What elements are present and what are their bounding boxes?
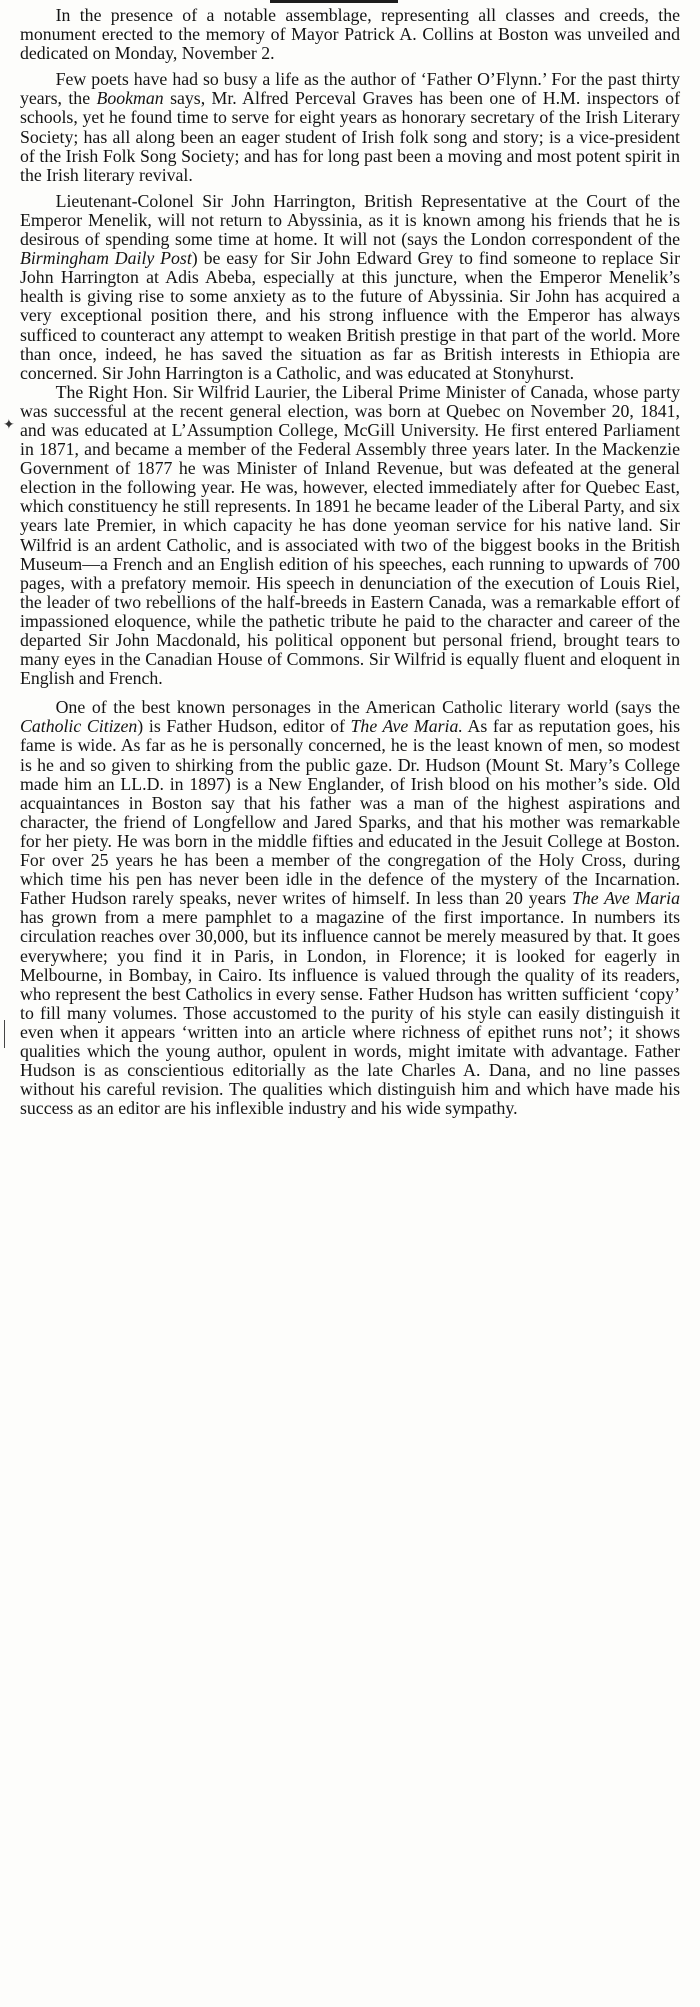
paragraph-text: Few poets have had so busy a life as the author of ‘Father O’Flynn.’ For the past thirty years, the — [20, 69, 680, 109]
margin-line — [4, 1020, 5, 1048]
paragraph-text: has grown from a mere pamphlet to a magazine of the first importance. In numbers its circulation reaches over 30,000, but its influence cannot be merely measured by that. It goes everywhere; you find it in Paris, in London, in Florence; it is looked for eagerly in Melbourne, in Bombay, in Cairo. Its influence is valued through the quality of its readers, who represent the best Catholics in every sense. Father Hudson has written sufficient ‘copy’ to fill many volumes. Those accustomed to the purity of his style can easily distinguish it even when it appears ‘written into an article where richness of epithet runs not’; it shows qualities which the young author, opulent in words, might imitate with advantage. Father Hudson is as conscientious editorially as the late Charles A. Dana, and no line passes without his careful revision. The qualities which distinguish him and which have made his success as an editor are his inflexible industry and his wide sympathy. — [20, 907, 680, 1119]
paragraph-text: As far as reputation goes, his fame is wide. As far as he is personally concerned, he is the least known of men, so modest is he and so given to shirking from the public gaze. Dr. Hudson (Mount St. Mary’s College made him an LL.D. in 1897) is a New Englander, of Irish blood on his mother’s side. Old acquaintances in Boston say that his father was a man of the highest aspirations and character, the friend of Longfellow and Jared Sparks, and that his mother was remarkable for her piety. He was born in the middle fifties and educated in the Jesuit College at Boston. For over 25 years he has been a member of the congregation of the Holy Cross, during which time his pen has never been idle in the defence of the mystery of the Incarnation. Father Hudson rarely speaks, never writes of himself. In less than 20 years — [20, 716, 680, 909]
paragraph-collins-monument — [20, 6, 680, 63]
publication-title: Catholic Citizen — [20, 716, 138, 737]
paragraph-text: The Right Hon. Sir Wilfrid Laurier, the Liberal Prime Minister of Canada, whose party was successful at the recent general election, was born at Quebec on November 20, 1841, and was educated at L’Assumption College, McGill University. He first entered Parliament in 1871, and became a member of the Federal Assembly three years later. In the Mackenzie Government of 1877 he was Minister of Inland Revenue, but was defeated at the general election in the following year. He was, however, elected immediately after for Quebec East, which constituency he still represents. In 1891 he became leader of the Liberal Party, and six years late Premier, in which capacity he has done yeoman service for his native land. Sir Wilfrid is an ardent Catholic, and is associated with two of the biggest books in the British Museum—a French and an English edition of his speeches, each running to upwards of 700 pages, with a prefatory memoir. His speech in denunciation of the execution of Louis Riel, the leader of two rebellions of the half-breeds in Eastern Canada, was a remarkable effort of impassioned eloquence, while the pathetic tribute he paid to the character and career of the departed Sir John Macdonald, his political opponent but personal friend, brought tears to many eyes in the Canadian House of Commons. Sir Wilfrid is equally fluent and eloquent in English and French. — [20, 381, 680, 689]
article-body — [20, 6, 680, 1118]
publication-title: Bookman — [96, 88, 164, 109]
column-top-rule — [270, 0, 398, 3]
paragraph-text: In the presence of a notable assemblage, representing all classes and creeds, the monument erected to the memory of Mayor Patrick A. Collins at Boston was unveiled and dedicated on Monday, November 2. — [20, 5, 680, 64]
paragraph-text: ) is Father Hudson, editor of — [137, 716, 351, 737]
paragraph-graves — [20, 70, 680, 185]
paragraph-text: Lieutenant-Colonel Sir John Harrington, British Representative at the Court of the Emperor Menelik, will not return to Abyssinia, as it is known among his friends that he is desirous of spending some time at home. It will not (says the London correspondent of the — [20, 190, 680, 250]
paragraph-hudson — [20, 698, 680, 1118]
publication-title: Birmingham Daily Post — [20, 248, 192, 269]
paragraph-text: One of the best known personages in the American Catholic literary world (says the — [55, 697, 680, 718]
margin-mark-icon: ✦ — [3, 418, 15, 433]
publication-title: The Ave Maria. — [350, 716, 463, 737]
paragraph-text: says, Mr. Alfred Perceval Graves has been one of H.M. inspectors of schools, yet he found time to serve for eight years as honorary secretary of the Irish Literary Society; has all along been an eager student of Irish folk song and story; is a vice-president of the Irish Folk Song Society; and has for long past been a moving and most potent spirit in the Irish literary revival. — [20, 88, 680, 185]
paragraph-harrington — [20, 192, 680, 383]
paragraph-text: ) be easy for Sir John Edward Grey to find someone to replace Sir John Harrington at Adis Abeba, especially at this juncture, when the Emperor Menelik’s health is giving rise to some anxiety as to the future of Abyssinia. Sir John has acquired a very exceptional position there, and his strong influence with the Emperor has always sufficed to counteract any attempt to weaken British prestige in that part of the world. More than once, indeed, he has saved the situation as far as British interests in Ethiopia are concerned. Sir John Harrington is a Catholic, and was educated at Stonyhurst. — [20, 248, 680, 383]
paragraph-laurier — [20, 383, 680, 689]
publication-title: The Ave Maria — [572, 888, 681, 909]
